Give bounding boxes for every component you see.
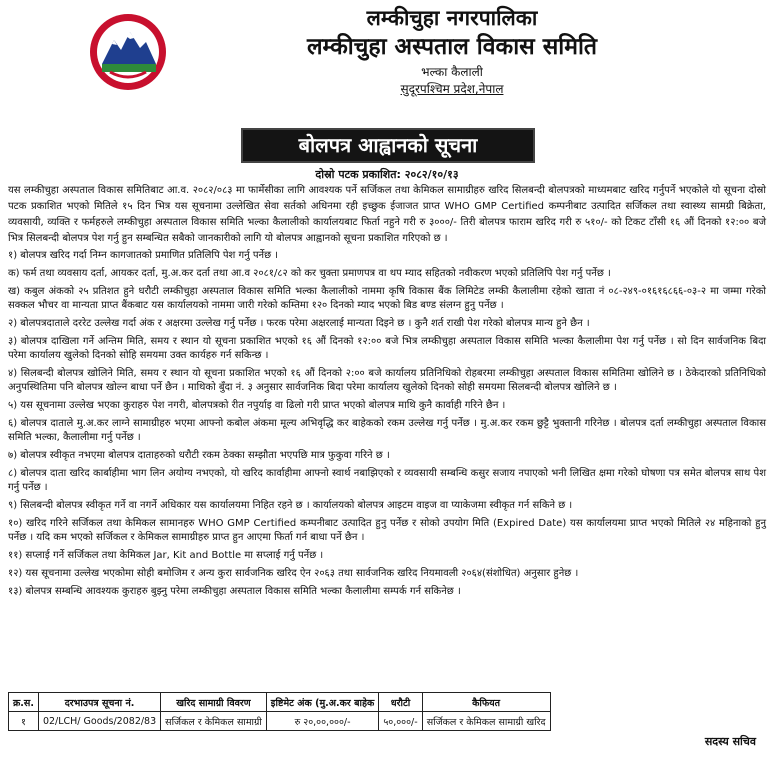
publication-label: दोस्रो पटक प्रकाशित: २०८२/१०/१३ — [315, 168, 459, 181]
header — [170, 4, 734, 98]
signature-label: सदस्य सचिव — [704, 735, 756, 748]
column-header: इष्टिमेट अंक (मु.अ.कर बाहेक — [266, 693, 379, 712]
province: सुदूरपश्चिम प्रदेश,नेपाल — [400, 82, 504, 96]
condition-item: ३) बोलपत्र दाखिला गर्ने अन्तिम मिति, समय र स्थान यो सूचना प्रकाशित भएको १६ औं दिनको १२:०० बजे भित्र लम्कीचुहा अस्पताल विकास समिति भल्का कैलालीमा पेश गर्नु पर्नेछ । सो दिन सार्वजनिक बिदा परेमा कार्यालय खुलेको दिनको सोहि समयमा उक्त कार्यहरु गर्न सकिन्छ । — [8, 336, 766, 361]
table-cell: 02/LCH/ Goods/2082/83 — [38, 712, 160, 731]
committee-name: लम्कीचुहा अस्पताल विकास समिति — [306, 34, 598, 60]
nepal-emblem-icon — [88, 12, 168, 92]
condition-item: ७) बोलपत्र स्वीकृत नभएमा बोलपत्र दाताहरुको धरौटी रकम ठेक्का सम्झौता भएपछि मात्र फुकुवा गरिने छ । — [8, 450, 390, 461]
table-row — [9, 712, 551, 731]
tender-table — [8, 692, 551, 731]
notice-intro: यस लम्कीचुहा अस्पताल विकास समितिबाट आ.व. २०८२/०८३ मा फार्मेसीका लागि आवश्यक पर्ने सर्जिकल तथा केमिकल सामाग्रीहरु खरिद सिलबन्दी बोलपत्रको माध्यमबाट खरिद गर्नुपर्ने भएकोले यो सूचना दोस्रो पटक प्रकाशित भएको मितिले १५ दिन भित्र यस सूचनामा उल्लेखित सेवा सर्तको अधिनमा रही इच्छुक ईजाजत प्राप्त WHO GMP Certified कम्पनीबाट उत्पादित सर्जिकल तथा स्वास्थ्य सामग्री बिक्रेता, व्यवसायी, व्यक्ति र फर्महरुले लम्कीचुहा अस्पताल विकास समिति भल्का कैलालीको कार्यालयबाट फिर्ता नहुने गरी रु ३०००/- तिरी बोलपत्र फाराम खरिद गरी रु ५१०/- को टिकट टाँसी १६ औं दिनको १२:०० बजे भित्र सिलबन्दी बोलपत्र पेश गर्नु हुन सम्बन्धित सबैको जानकारीको लागि यो बोलपत्र आह्वानको सूचना प्रकाशित गरिएको छ । — [8, 185, 766, 244]
condition-item: १) बोलपत्र खरिद गर्दा निम्न कागजातको प्रमाणित प्रतिलिपि पेश गर्नु पर्नेछ । — [8, 250, 279, 261]
condition-item: १३) बोलपत्र सम्बन्धि आवश्यक कुराहरु बुझ्नु परेमा लम्कीचुहा अस्पताल विकास समिति भल्का कैलालीमा सम्पर्क गर्न सकिनेछ । — [8, 586, 461, 597]
table-cell: सर्जिकल र केमिकल सामाग्री खरिद — [422, 712, 550, 731]
conditions-list — [8, 249, 766, 603]
column-header: क्र.स. — [9, 693, 39, 712]
column-header: खरिद सामाग्री विवरण — [161, 693, 267, 712]
table-cell: रु २०,००,०००/- — [266, 712, 379, 731]
condition-item: ख) कबुल अंकको २५ प्रतिशत हुने धरौटी लम्कीचुहा अस्पताल विकास समिति भल्का कैलालीको नाममा कृषि विकास बैंक लिमिटेड लम्की कैलालीमा रहेको खाता नं ०८-२४९-०१६१६८६६-०३-२ मा जम्मा गरेको सक्कल भौचर वा मान्यता प्राप्त बैंकबाट यस कार्यालयको नाममा जारी गरेको कम्तिमा १२० दिनको म्याद भएको बिड बण्ड संलग्न हुनु पर्नेछ । — [8, 286, 766, 311]
condition-item: २) बोलपत्रदाताले दररेट उल्लेख गर्दा अंक र अक्षरमा उल्लेख गर्नु पर्नेछ । फरक परेमा अक्षरलाई मान्यता दिइने छ । कुनै शर्त राखी पेश गरेको बोलपत्र मान्य हुने छैन । — [8, 318, 590, 329]
location: भल्का कैलाली — [421, 65, 483, 79]
condition-item: १०) खरिद गरिने सर्जिकल तथा केमिकल सामानहरु WHO GMP Certified कम्पनीबाट उत्पादित हुनु पर्नेछ र सोको उपयोग मिति (Expired Date) यस कार्यालयमा प्राप्त भएको मितिले २४ महिनाको हुनु पर्नेछ । यदि कम भएको सर्जिकल र केमिकल सामाग्रीहरु प्राप्त हुन आएमा फिर्ता गर्न बाधा पर्ने छैन । — [8, 518, 766, 543]
condition-item: ६) बोलपत्र दाताले मु.अ.कर लाग्ने सामाग्रीहरु भएमा आफ्नो कबोल अंकमा मूल्य अभिवृद्धि कर बाहेकको रकम उल्लेख गर्नु पर्नेछ । मु.अ.कर रकम छुट्टै भुक्तानी गरिनेछ । बोलपत्र दर्ता लम्कीचुहा अस्पताल विकास समिति भल्का, कैलालीमा गर्नु पर्नेछ । — [8, 418, 766, 443]
condition-item: क) फर्म तथा व्यवसाय दर्ता, आयकर दर्ता, मु.अ.कर दर्ता तथा आ.व २०८१/८२ को कर चुक्ता प्रमाणपत्र वा थप म्याद सहितको नवीकरण भएको प्रतिलिपि पेश गर्नु पर्नेछ । — [8, 268, 611, 279]
condition-item: ४) सिलबन्दी बोलपत्र खोलिने मिति, समय र स्थान यो सूचना प्रकाशित भएको १६ औं दिनको २:०० बजे कार्यालय प्रतिनिधिको रोहबरमा लम्कीचुहा अस्पताल विकास समितिमा खोलिने छ । ठेकेदारको प्रतिनिधिको अनुपस्थितिमा पनि बोलपत्र खोल्न बाधा पर्ने छैन । माथिको बुँदा नं. ३ अनुसार सार्वजनिक बिदा परेमा कार्यालय खुलेको दिनको सोही समयमा सिलबन्दी बोलपत्र खोलिने छ । — [8, 368, 766, 393]
column-header: धरौटी — [379, 693, 422, 712]
condition-item: ९) सिलबन्दी बोलपत्र स्वीकृत गर्ने वा नगर्ने अधिकार यस कार्यालयमा निहित रहने छ । कार्यालयको बोलपत्र आइटम वाइज वा प्याकेजमा स्वीकृत गर्न सकिने छ । — [8, 500, 573, 511]
notice-title: बोलपत्र आह्वानको सूचना — [241, 128, 535, 163]
condition-item: ११) सप्लाई गर्ने सर्जिकल तथा केमिकल Jar, Kit and Bottle मा सप्लाई गर्नु पर्नेछ । — [8, 550, 324, 561]
table-cell: सर्जिकल र केमिकल सामाग्री — [161, 712, 267, 731]
table-cell: ५०,०००/- — [379, 712, 422, 731]
municipality-name: लम्कीचुहा नगरपालिका — [366, 6, 538, 30]
column-header: दरभाउपत्र सूचना नं. — [38, 693, 160, 712]
condition-item: १२) यस सूचनामा उल्लेख भएकोमा सोही बमोजिम र अन्य कुरा सार्वजनिक खरिद ऐन २०६३ तथा सार्वजनिक खरिद नियमावली २०६४(संशोधित) अनुसार हुनेछ । — [8, 568, 579, 579]
condition-item: ८) बोलपत्र दाता खरिद कार्बाहीमा भाग लिन अयोग्य नभएको, यो खरिद कार्वाहीमा आफ्नो स्वार्थ नबाझिएको र व्यवसायी सम्बन्धि कसुर सजाय नपाएको भनी लिखित क्षमा गरेको घोषणा पत्र समेत बोलपत्र साथ पेश गर्नु पर्नेछ । — [8, 468, 766, 493]
table-header-row — [9, 693, 551, 712]
column-header: कैफियत — [422, 693, 550, 712]
table-cell: १ — [9, 712, 39, 731]
condition-item: ५) यस सूचनामा उल्लेख भएका कुराहरु पेश नगरी, बोलपत्रको रीत नपुर्याइ वा ढिलो गरी प्राप्त भएको बोलपत्र माथि कुनै कार्वाही गरिने छैन । — [8, 400, 506, 411]
